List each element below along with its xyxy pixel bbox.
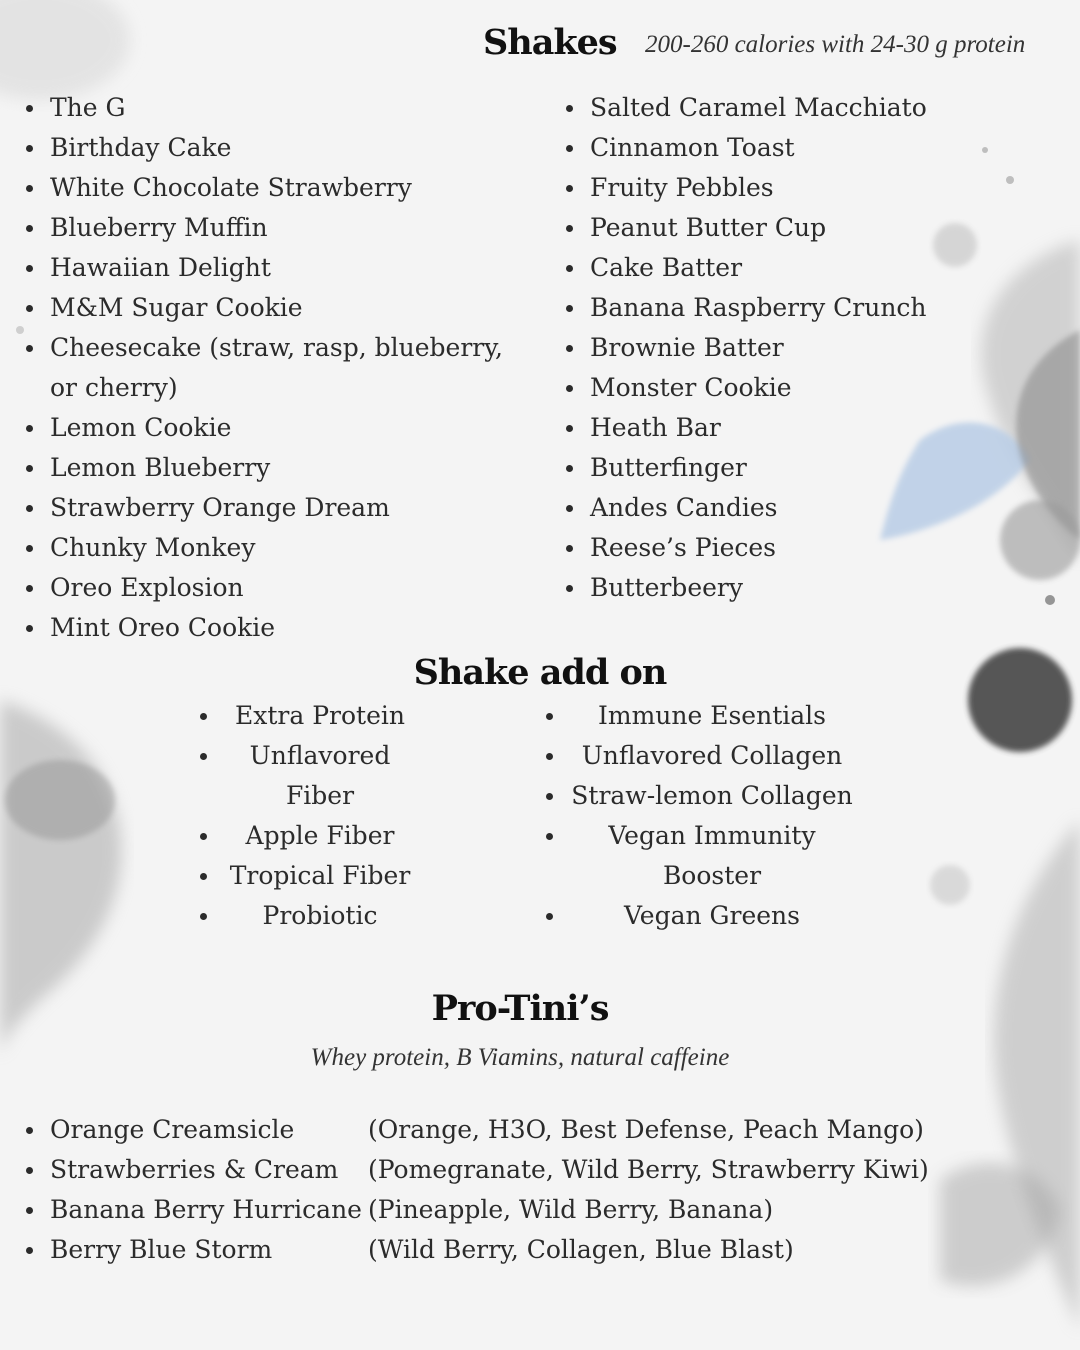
shakes-heading: Shakes [483, 22, 617, 63]
protini-name: Berry Blue Storm [50, 1235, 273, 1264]
protini-ingredients: (Orange, H3O, Best Defense, Peach Mango) [368, 1115, 924, 1144]
addon-item: Straw-lemon Collagen [566, 776, 858, 816]
shake-item: Monster Cookie [540, 368, 1080, 408]
shake-item: Brownie Batter [540, 328, 1080, 368]
protini-name: Orange Creamsicle [50, 1115, 295, 1144]
protini-item [0, 1110, 1000, 1150]
protini-item [0, 1150, 1000, 1190]
shake-item: Lemon Blueberry [0, 448, 510, 488]
addon-item: Extra Protein [220, 696, 420, 736]
shake-item: Andes Candies [540, 488, 1080, 528]
shake-item: The G [0, 88, 510, 128]
protini-item [0, 1190, 1000, 1230]
shake-item: Butterfinger [540, 448, 1080, 488]
shake-item: Mint Oreo Cookie [0, 608, 510, 648]
shake-item: White Chocolate Strawberry [0, 168, 510, 208]
shake-item: Oreo Explosion [0, 568, 510, 608]
addons-list-right [566, 696, 858, 936]
shake-item: Salted Caramel Macchiato [540, 88, 1080, 128]
protini-ingredients: (Wild Berry, Collagen, Blue Blast) [368, 1235, 794, 1264]
shake-item: Cake Batter [540, 248, 1080, 288]
shake-item: Reese’s Pieces [540, 528, 1080, 568]
protini-ingredients: (Pineapple, Wild Berry, Banana) [368, 1195, 774, 1224]
shake-item: Heath Bar [540, 408, 1080, 448]
shake-item: Lemon Cookie [0, 408, 510, 448]
protini-item [0, 1230, 1000, 1270]
addon-item: Unflavored Fiber [220, 736, 420, 816]
shake-item: Birthday Cake [0, 128, 510, 168]
addon-item: Probiotic [220, 896, 420, 936]
shake-item: Strawberry Orange Dream [0, 488, 510, 528]
shake-item: M&M Sugar Cookie [0, 288, 510, 328]
shake-item: Blueberry Muffin [0, 208, 510, 248]
shakes-nutrition-note: 200-260 calories with 24-30 g protein [645, 31, 1026, 58]
addon-item: Immune Esentials [566, 696, 858, 736]
shake-item: Cinnamon Toast [540, 128, 1080, 168]
protinis-list [0, 1110, 1000, 1270]
protini-ingredients: (Pomegranate, Wild Berry, Strawberry Kiwi) [368, 1155, 929, 1184]
shakes-list-left [0, 88, 510, 648]
shake-item: Fruity Pebbles [540, 168, 1080, 208]
shake-item: Butterbeery [540, 568, 1080, 608]
shake-item: Hawaiian Delight [0, 248, 510, 288]
addons-heading: Shake add on [413, 652, 667, 693]
addon-item: Unflavored Collagen [566, 736, 858, 776]
addon-item: Vegan Immunity Booster [566, 816, 858, 896]
shake-item: Peanut Butter Cup [540, 208, 1080, 248]
protini-name: Banana Berry Hurricane [50, 1195, 362, 1224]
protinis-heading: Pro-Tini’s [431, 988, 609, 1029]
addon-item: Tropical Fiber [220, 856, 420, 896]
addon-item: Vegan Greens [566, 896, 858, 936]
protinis-subtitle: Whey protein, B Viamins, natural caffeine [310, 1044, 730, 1071]
addon-item: Apple Fiber [220, 816, 420, 856]
shake-item: Cheesecake (straw, rasp, blueberry, or cherry) [0, 328, 510, 408]
shakes-list-right [540, 88, 1080, 608]
shake-item: Chunky Monkey [0, 528, 510, 568]
addons-list-left [220, 696, 420, 936]
protini-name: Strawberries & Cream [50, 1155, 339, 1184]
shake-item: Banana Raspberry Crunch [540, 288, 1080, 328]
